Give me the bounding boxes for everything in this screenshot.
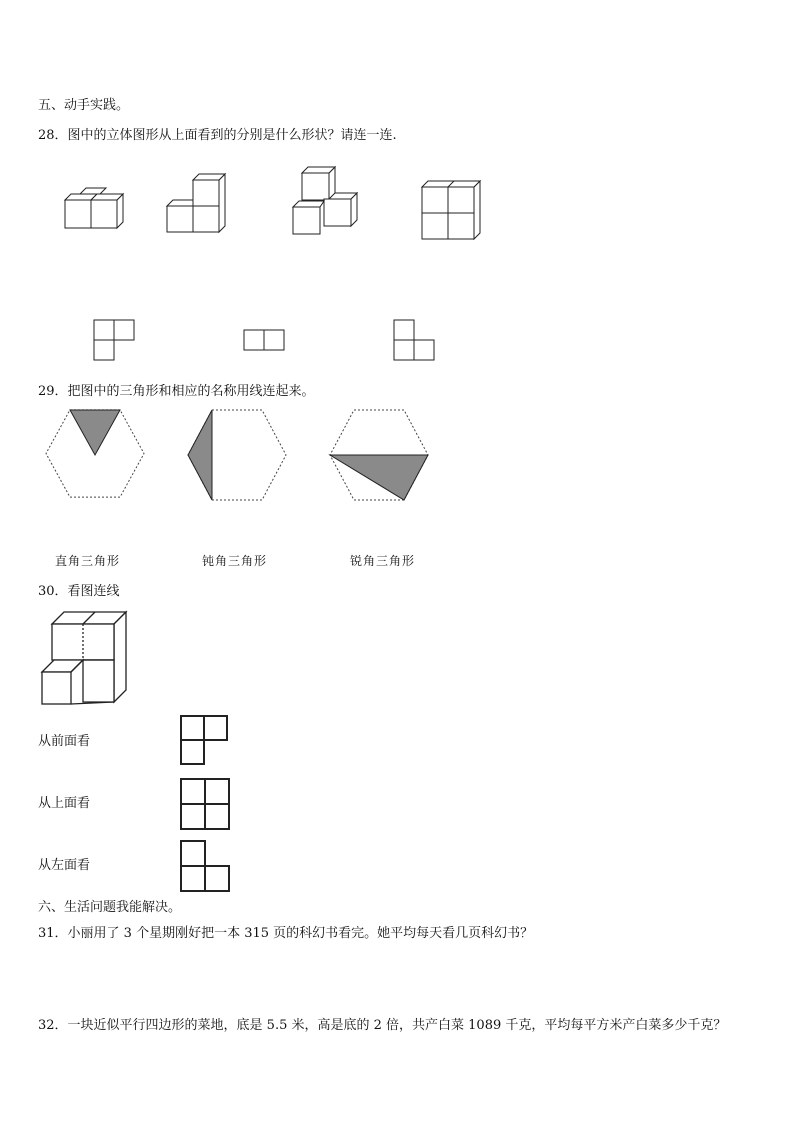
hexagon-figure-3	[324, 405, 434, 500]
section-5-title: 五、动手实践。	[38, 98, 130, 113]
solid-figure-4	[418, 175, 488, 243]
solid-figure-3	[288, 165, 368, 240]
view-label-front: 从前面看	[38, 734, 91, 749]
solid-figure-2	[162, 170, 232, 238]
top-view-b	[242, 328, 288, 352]
top-view-c	[392, 318, 438, 362]
view-shape-3	[178, 838, 232, 894]
label-acute-triangle: 锐角三角形	[350, 554, 416, 568]
question-31-text: 31．小丽用了 3 个星期刚好把一本 315 页的科幻书看完。她平均每天看几页科幻书？	[38, 926, 534, 941]
view-shape-1	[178, 713, 230, 769]
question-29-text: 29．把图中的三角形和相应的名称用线连起来。	[38, 384, 315, 399]
top-view-a	[92, 318, 138, 362]
view-shape-2	[178, 776, 232, 832]
hexagon-figure-1	[40, 405, 150, 500]
view-label-left: 从左面看	[38, 858, 91, 873]
question-30-text: 30．看图连线	[38, 584, 120, 599]
label-right-triangle: 直角三角形	[55, 554, 121, 568]
view-label-top: 从上面看	[38, 796, 91, 811]
section-6-title: 六、生活问题我能解决。	[38, 900, 182, 915]
question-28-text: 28．图中的立体图形从上面看到的分别是什么形状？请连一连.	[38, 128, 397, 143]
question-32-text: 32．一块近似平行四边形的菜地，底是 5.5 米，高是底的 2 倍，共产白菜 1089 千克，平均每平方米产白菜多少千克？	[38, 1018, 727, 1033]
solid-figure-1	[60, 180, 130, 235]
solid-figure-q30	[38, 608, 133, 708]
hexagon-figure-2	[182, 405, 292, 500]
label-obtuse-triangle: 钝角三角形	[202, 554, 268, 568]
